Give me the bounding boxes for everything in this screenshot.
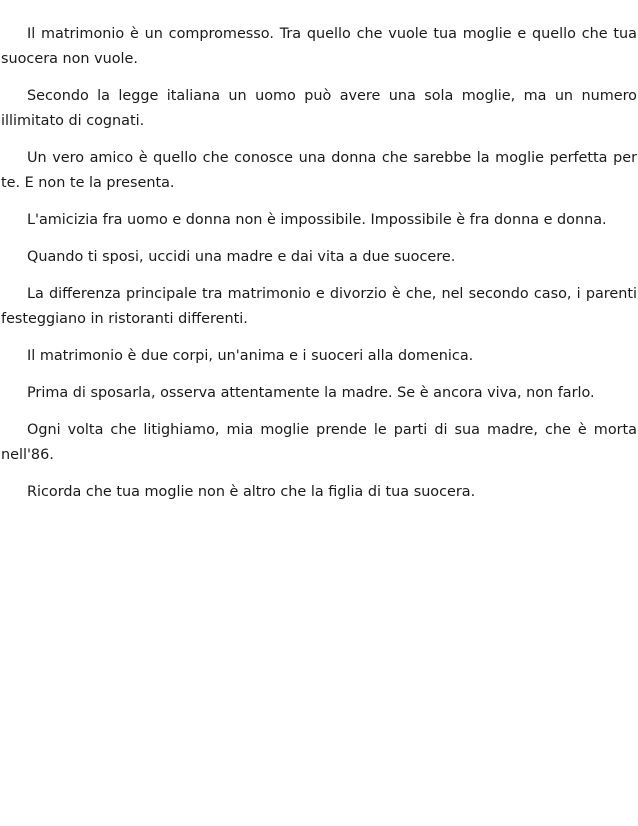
paragraph: La differenza principale tra matrimonio e divorzio è che, nel secondo caso, i parenti festeggiano in ristoranti differenti. — [1, 286, 637, 327]
paragraph: L'amicizia fra uomo e donna non è impossibile. Impossibile è fra donna e donna. — [27, 212, 607, 228]
paragraph: Quando ti sposi, uccidi una madre e dai vita a due suocere. — [27, 249, 456, 265]
paragraph: Il matrimonio è due corpi, un'anima e i suoceri alla domenica. — [27, 348, 474, 364]
paragraph: Ricorda che tua moglie non è altro che la figlia di tua suocera. — [27, 484, 476, 500]
paragraph: Un vero amico è quello che conosce una donna che sarebbe la moglie perfetta per te. E non te la presenta. — [1, 150, 637, 191]
paragraph: Secondo la legge italiana un uomo può avere una sola moglie, ma un numero illimitato di cognati. — [1, 88, 637, 129]
paragraph: Il matrimonio è un compromesso. Tra quello che vuole tua moglie e quello che tua suocera non vuole. — [1, 26, 637, 67]
paragraph: Ogni volta che litighiamo, mia moglie prende le parti di sua madre, che è morta nell'86. — [1, 422, 637, 463]
paragraph: Prima di sposarla, osserva attentamente la madre. Se è ancora viva, non farlo. — [27, 385, 595, 401]
